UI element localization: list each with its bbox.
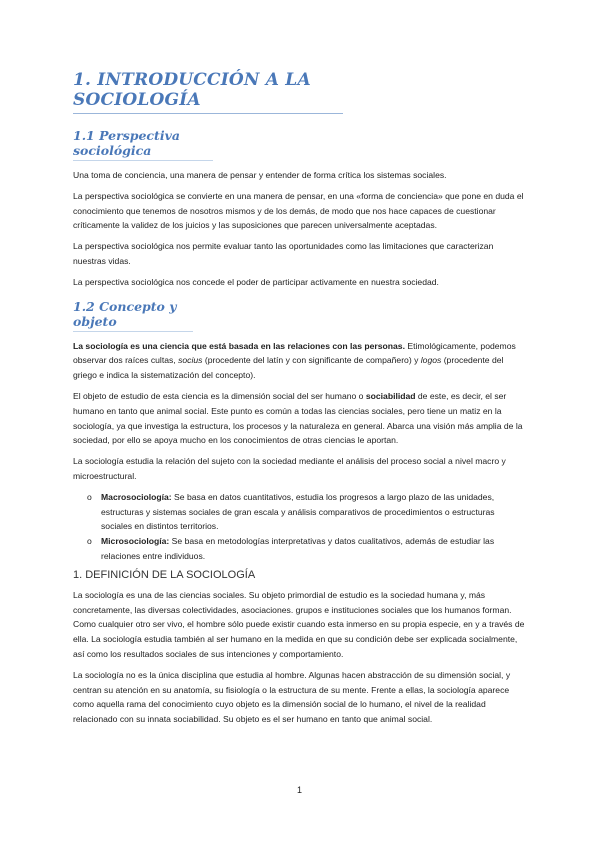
- paragraph: [73, 389, 526, 448]
- bold-phrase: La sociología es una ciencia que está basada en las relaciones con las personas.: [73, 340, 405, 351]
- paragraph: La sociología estudia la relación del sujeto con la sociedad mediante el análisis del proceso social a nivel macro y microestructural.: [73, 456, 506, 481]
- list-term: Macrosociología:: [101, 491, 172, 502]
- italic-term: logos: [420, 355, 442, 366]
- paragraph: La perspectiva sociológica nos concede el poder de participar activamente en nuestra sociedad.: [73, 276, 439, 287]
- section-heading-perspectiva: 1.1 Perspectiva sociológica: [73, 128, 213, 161]
- text-run: El objeto de estudio de esta ciencia es la dimensión social del ser humano o: [73, 390, 366, 401]
- document-page: [73, 70, 526, 727]
- paragraph: Una toma de conciencia, una manera de pensar y entender de forma crítica los sistemas sociales.: [73, 170, 447, 180]
- circle-bullet-icon: o: [87, 491, 92, 502]
- text-run: (procedente del griego e indica la sistematización del concepto).: [73, 355, 504, 381]
- list-term: Microsociología:: [101, 536, 170, 547]
- paragraph: La sociología no es la única disciplina que estudia al hombre. Algunas hacen abstracción de su dimensión social, y centran su atención en su anatomía, su fisiología o la estructura de su mente. Frente a ellas, la sociología aparece como aquella rama del conocimiento cuyo objeto es la dimensión social de lo humano, el nivel de la realidad relacionado con su innata sociabilidad. Su objeto es el ser humano en tanto que animal social.: [73, 669, 511, 725]
- bold-term: sociabilidad: [365, 390, 416, 401]
- paragraph: La perspectiva sociológica nos permite evaluar tanto las oportunidades como las limitaciones que caracterizan nuestras vidas.: [73, 241, 494, 266]
- text-run: de este, es decir, el ser humano en tanto que animal social. Este punto es común a todas las ciencias sociales, pero tiene un matiz en la sociología, ya que investiga la estructura, los procesos y la naturaleza en general. Abarca una visión más amplia de la sociedad, por ello se apoya mucho en los conocimientos de otras ciencias le aportan.: [73, 390, 523, 446]
- list-item: [73, 534, 526, 564]
- section-heading-concepto: 1.2 Concepto y objeto: [73, 299, 193, 332]
- section-heading-definicion: 1. DEFINICIÓN DE LA SOCIOLOGÍA: [73, 568, 256, 581]
- document-title: 1. INTRODUCCIÓN A LA SOCIOLOGÍA: [73, 70, 343, 114]
- paragraph: La perspectiva sociológica se convierte en una manera de pensar, en una «forma de conciencia» que pone en duda el conocimiento que tenemos de nosotros mismos y de los demás, de modo que nos hace capaces de cuestionar críticamente la validez de los juicios y las suposiciones que parecen universalmente aceptadas.: [73, 190, 524, 231]
- list-text: Se basa en metodologías interpretativas y datos cualitativos, además de estudiar las relaciones entre individuos.: [101, 536, 495, 561]
- text-run: Etimológicamente, podemos observar dos raíces cultas,: [73, 340, 516, 366]
- paragraph: [73, 339, 526, 383]
- italic-term: socius: [178, 355, 203, 366]
- text-run: (procedente del latín y con significante de compañero) y: [202, 355, 421, 366]
- list-text: Se basa en datos cuantitativos, estudia los progresos a largo plazo de las unidades, estructuras y sistemas sociales de gran escala y análisis comparativos de procedimientos o estructuras sociales en distintos territorios.: [101, 491, 495, 532]
- paragraph: La sociología es una de las ciencias sociales. Su objeto primordial de estudio es la sociedad humana y, más concretamente, las diversas colectividades, asociaciones. grupos e instituciones sociales que los humanos forman. Como cualquier otro ser vivo, el hombre sólo puede existir cuando esta inmerso en su propia especie, en y a través de ella. La sociología estudia también al ser humano en la medida en que su condición debe ser explicada socialmente, así como los resultados sociales de sus intenciones y comportamiento.: [73, 589, 525, 659]
- circle-bullet-icon: o: [87, 536, 92, 547]
- list-item: [73, 490, 526, 534]
- page-number: 1: [296, 785, 302, 795]
